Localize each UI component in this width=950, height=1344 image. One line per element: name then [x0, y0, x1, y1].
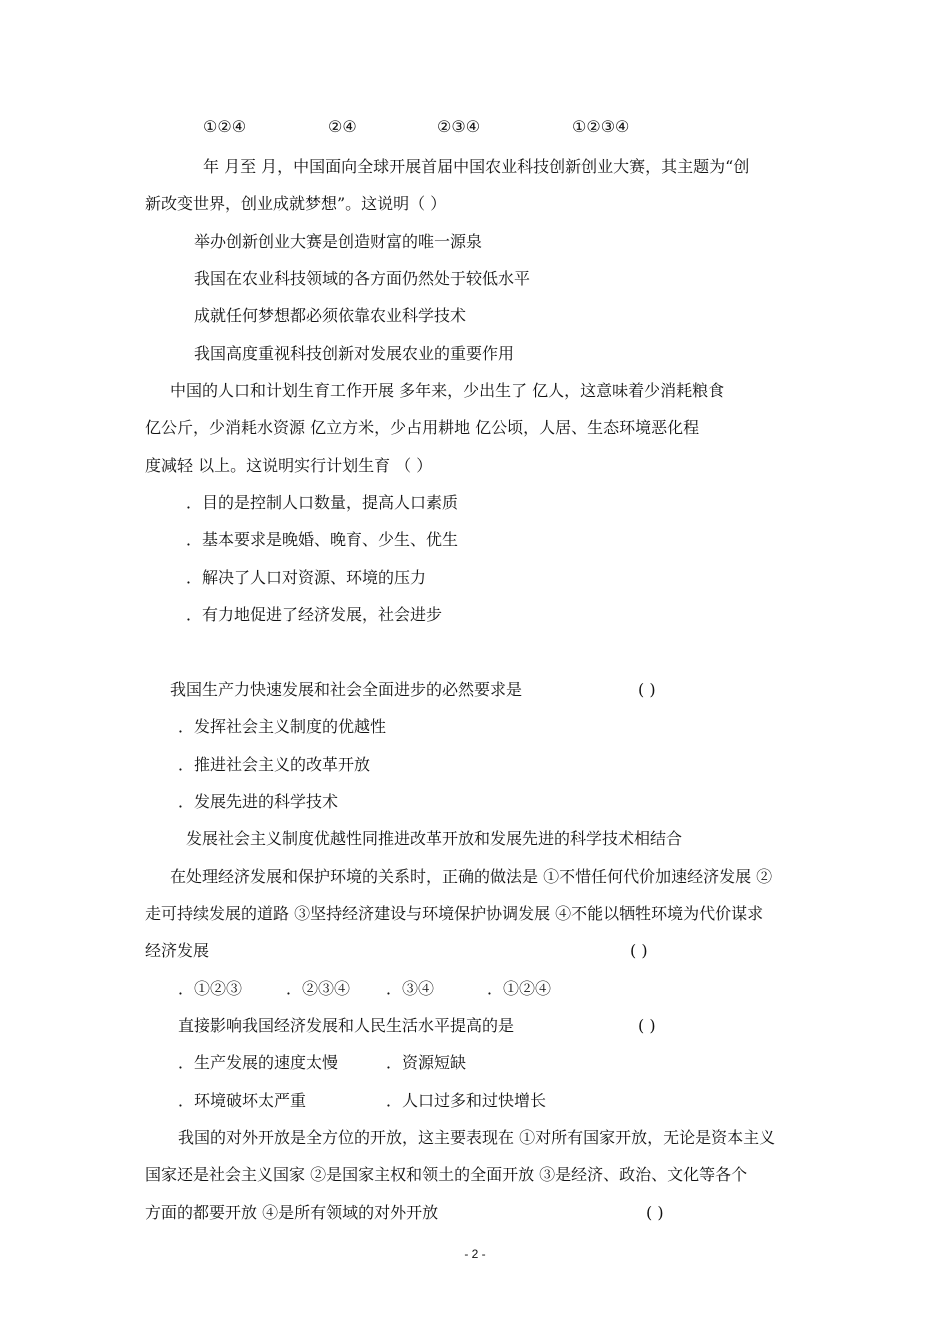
q6-stem-line1: 我国的对外开放是全方位的开放，这主要表现在 ①对所有国家开放，无论是资本主义	[178, 1128, 776, 1147]
q3-option-a: ．发挥社会主义制度的优越性	[178, 717, 387, 736]
q4-option-b: ．②③④	[286, 979, 351, 998]
page-number: - 2 -	[464, 1247, 486, 1261]
q2-option-a: ．目的是控制人口数量，提高人口素质	[186, 493, 459, 512]
q3-option-c: ．发展先进的科学技术	[178, 792, 339, 811]
q3-stem: 我国生产力快速发展和社会全面进步的必然要求是	[170, 680, 523, 699]
q1-stem-line2: 新改变世界，创业成就梦想”。这说明（ ）	[145, 194, 447, 213]
q6-stem-line2: 国家还是社会主义国家 ②是国家主权和领土的全面开放 ③是经济、政治、文化等各个	[145, 1165, 748, 1184]
q1-option-d: 我国高度重视科技创新对发展农业的重要作用	[194, 344, 515, 363]
prev-option-a: ①②④	[203, 117, 247, 136]
q3-option-b: ．推进社会主义的改革开放	[178, 755, 371, 774]
q6-answer-paren: ( )	[646, 1203, 664, 1222]
q1-option-a: 举办创新创业大赛是创造财富的唯一源泉	[194, 232, 483, 251]
q4-stem-line1: 在处理经济发展和保护环境的关系时，正确的做法是 ①不惜任何代价加速经济发展 ②	[170, 867, 773, 886]
q5-option-b: ．资源短缺	[386, 1053, 467, 1072]
q5-stem: 直接影响我国经济发展和人民生活水平提高的是	[178, 1016, 515, 1035]
q3-answer-paren: ( )	[638, 680, 656, 699]
q2-option-b: ．基本要求是晚婚、晚育、少生、优生	[186, 530, 459, 549]
q2-option-c: ．解决了人口对资源、环境的压力	[186, 568, 427, 587]
q2-stem-line3: 度减轻 以上。这说明实行计划生育 （ ）	[145, 456, 433, 475]
q2-option-d: ．有力地促进了经济发展，社会进步	[186, 605, 443, 624]
q1-stem-line1: 年 月至 月，中国面向全球开展首届中国农业科技创新创业大赛，其主题为“创	[203, 157, 750, 176]
q5-option-a: ．生产发展的速度太慢	[178, 1053, 339, 1072]
prev-option-d: ①②③④	[572, 117, 630, 136]
q6-stem-line3: 方面的都要开放 ④是所有领域的对外开放	[145, 1203, 439, 1222]
q5-option-d: ．人口过多和过快增长	[386, 1091, 547, 1110]
prev-option-c: ②③④	[437, 117, 481, 136]
q4-option-d: ．①②④	[487, 979, 552, 998]
q5-option-c: ．环境破坏太严重	[178, 1091, 307, 1110]
q3-option-d: 发展社会主义制度优越性同推进改革开放和发展先进的科学技术相结合	[186, 829, 683, 848]
q4-option-c: ．③④	[386, 979, 435, 998]
q5-answer-paren: ( )	[638, 1016, 656, 1035]
q2-stem-line1: 中国的人口和计划生育工作开展 多年来，少出生了 亿人，这意味着少消耗粮食	[170, 381, 725, 400]
q4-option-a: ．①②③	[178, 979, 243, 998]
q4-answer-paren: ( )	[630, 941, 648, 960]
prev-option-b: ②④	[328, 117, 357, 136]
q4-stem-line2: 走可持续发展的道路 ③坚持经济建设与环境保护协调发展 ④不能以牺牲环境为代价谋求	[145, 904, 764, 923]
q1-option-c: 成就任何梦想都必须依靠农业科学技术	[194, 306, 467, 325]
q2-stem-line2: 亿公斤，少消耗水资源 亿立方米，少占用耕地 亿公顷，人居、生态环境恶化程	[145, 418, 700, 437]
q1-option-b: 我国在农业科技领域的各方面仍然处于较低水平	[194, 269, 531, 288]
q4-stem-line3: 经济发展	[145, 941, 210, 960]
